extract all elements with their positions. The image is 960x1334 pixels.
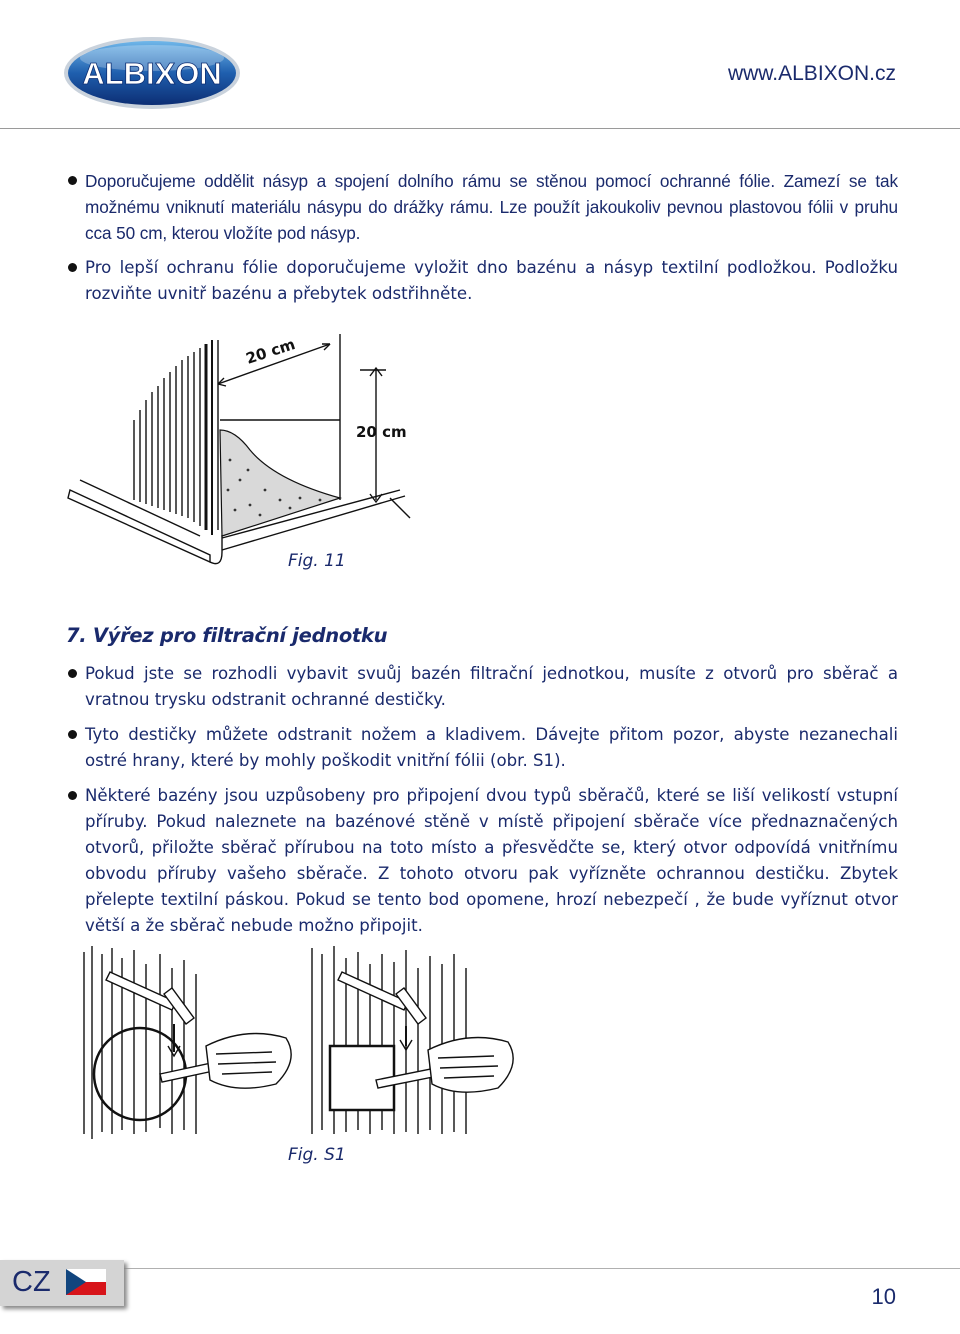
footer-divider xyxy=(0,1268,960,1269)
section-7-heading: 7. Výřez pro filtrační jednotku xyxy=(66,624,388,647)
section-bullet xyxy=(68,783,898,939)
bullet-text: Pro lepší ochranu fólie doporučujeme vyložit dno bazénu a násyp textilní podložkou. Podložku rozviňte uvnitř bazénu a přebytek odstřihněte. xyxy=(85,258,898,303)
dimension-horizontal-label: 20 cm xyxy=(243,335,298,368)
bullet-dot xyxy=(68,176,77,185)
bullet-text: Tyto destičky můžete odstranit nožem a kladivem. Dávejte přitom pozor, abyste nezanechali ostré hrany, které by mohly poškodit vnitřní fólii (obr. S1). xyxy=(85,725,898,770)
page-number: 10 xyxy=(871,1284,896,1309)
website-url: www.ALBIXON.cz xyxy=(727,62,896,85)
language-label: CZ xyxy=(12,1266,51,1298)
bullet-dot xyxy=(68,791,77,800)
intro-bullet xyxy=(68,168,898,246)
bullet-dot xyxy=(68,669,77,678)
bullet-text: Doporučujeme oddělit násyp a spojení dolního rámu se stěnou pomocí ochranné fólie. Zamezí se tak možnému vniknutí materiálu násypu do drážky rámu. Lze použít jakoukoliv pevnou plastovou fólii v pruhu cca 50 cm, kterou vložíte pod násyp. xyxy=(85,171,898,243)
bullet-dot xyxy=(68,730,77,739)
svg-text:ALBIXON: ALBIXON xyxy=(82,56,222,91)
figure-s1-caption: Fig. S1 xyxy=(288,1145,346,1165)
header-divider xyxy=(0,128,960,129)
section-bullet xyxy=(68,661,898,713)
bullet-text: Pokud jste se rozhodli vybavit svuůj bazén filtrační jednotkou, musíte z otvorů pro sběrač a vratnou trysku odstranit ochranné destičky. xyxy=(85,664,898,709)
dimension-vertical-label: 20 cm xyxy=(356,423,407,441)
section-bullet xyxy=(68,722,898,774)
figure-11-caption: Fig. 11 xyxy=(288,551,346,571)
figure-s1-illustration xyxy=(76,934,536,1144)
bullet-text: Některé bazény jsou uzpůsobeny pro připojení dvou typů sběračů, které se liší velikostí vstupní příruby. Pokud naleznete na bazénové stěně v místě připojení sběrače více přednaznačených otvorů, přiložte sběrač přírubou na toto místo a přesvědčte se, který otvor odpovídá vnitřnímu obvodu příruby vašeho sběrače. Z tohoto otvoru pak vyřízněte ochrannou destičku. Zbytek přelepte textilní páskou. Pokud se tento bod opomene, hrozí nebezpečí , že bude vyříznut otvor větší a že sběrač nebude možno připojit. xyxy=(85,786,898,935)
bullet-dot xyxy=(68,263,77,272)
intro-bullet xyxy=(68,255,898,307)
figure-11-illustration xyxy=(60,330,420,570)
albixon-logo xyxy=(62,34,242,112)
czech-flag-icon xyxy=(66,1269,106,1295)
